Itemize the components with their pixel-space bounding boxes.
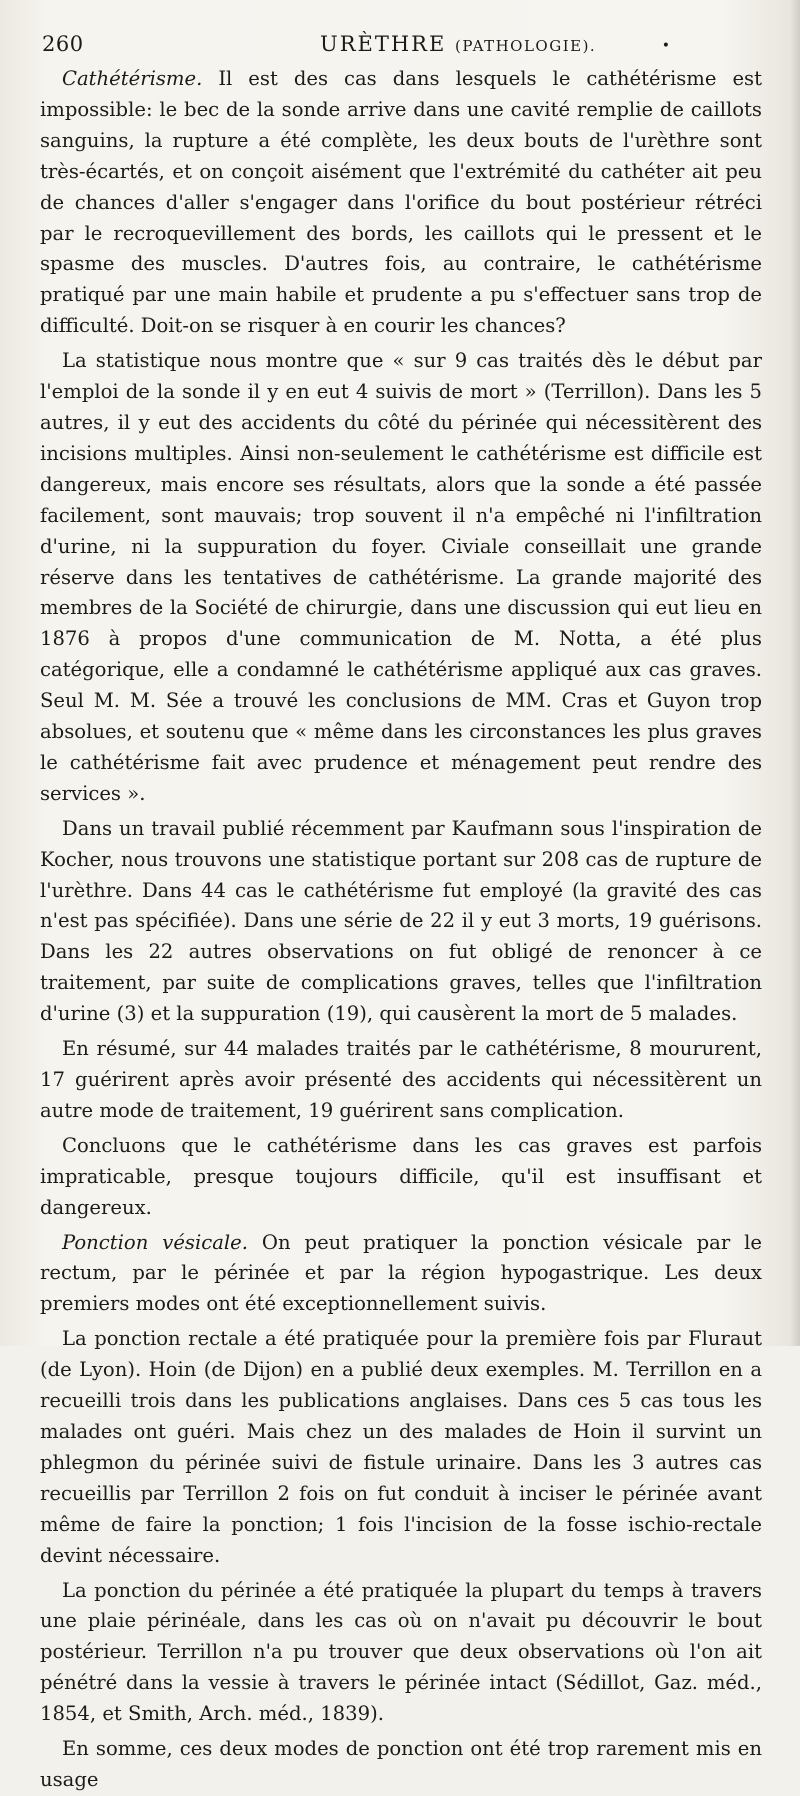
paragraph-text: Il est des cas dans lesquels le cathétérisme est impossible: le bec de la sonde arrive dans une cavité remplie de caillots sanguins, la rupture a été complète, les deux bouts de l'urèthre sont très-écartés, et on conçoit aisément que l'extrémité du cathéter ait peu de chances d'aller s'engager dans l'orifice du bout postérieur rétréci par le recroquevillement des bords, les caillots qui le pressent et le spasme des muscles. D'autres fois, au contraire, le cathétérisme pratiqué par une main habile et prudente a pu s'effectuer sans trop de difficulté. Doit-on se risquer à en courir les chances?	[40, 67, 762, 338]
running-title-sub: (PATHOLOGIE).	[455, 37, 597, 55]
paragraph-text: On peut pratiquer la ponction vésicale par le rectum, par le périnée et par la région hypogastrique. Les deux premiers modes ont été exceptionnellement suivis.	[40, 1230, 762, 1316]
paragraph-text: En résumé, sur 44 malades traités par le cathétérisme, 8 moururent, 17 guérirent après avoir présenté des accidents qui nécessitèrent un autre mode de traitement, 19 guérirent sans complication.	[40, 1037, 762, 1122]
paragraph-conclusion	[40, 1131, 762, 1224]
running-head	[40, 30, 762, 62]
paragraph-ponction-perinee	[40, 1576, 762, 1731]
page-number: 260	[42, 32, 84, 56]
paragraph-ponction-rectale	[40, 1324, 762, 1571]
page-edge-shadow	[790, 0, 800, 1346]
paragraph-ponction-vesicale	[40, 1228, 762, 1321]
paragraph-text: La statistique nous montre que « sur 9 cas traités dès le début par l'emploi de la sonde il y en eut 4 suivis de mort » (Terrillon). Dans les 5 autres, il y eut des accidents du côté du périnée qui nécessitèrent des incisions multiples. Ainsi non-seulement le cathétérisme est difficile est dangereux, mais encore ses résultats, alors que la sonde a été passée facilement, sont mauvais; trop souvent il n'a empêché ni l'infiltration d'urine, ni la suppuration du foyer. Civiale conseillait une grande réserve dans les tentatives de cathétérisme. La grande majorité des membres de la Société de chirurgie, dans une discussion qui eut lieu en 1876 à propos d'une communication de M. Notta, a été plus catégorique, elle a condamné le cathétérisme appliqué aux cas graves. Seul M. M. Sée a trouvé les conclusions de MM. Cras et Guyon trop absolues, et soutenu que « même dans les circonstances les plus graves le cathétérisme fait avec prudence et ménagement peut rendre des services ».	[40, 349, 762, 805]
paragraph-text: Concluons que le cathétérisme dans les cas graves est parfois impraticable, presque toujours difficile, qu'il est insuffisant et dangereux.	[40, 1133, 762, 1219]
paragraph-en-somme	[40, 1734, 762, 1796]
paragraph-text: La ponction rectale a été pratiquée pour la première fois par Fluraut (de Lyon). Hoin (de Dijon) en a publié deux exemples. M. Terrillon en a recueilli trois dans les publications anglaises. Dans ces 5 cas tous les malades ont guéri. Mais chez un des malades de Hoin il survint un phlegmon du périnée suivi de fistule urinaire. Dans les 3 autres cas recueillis par Terrillon 2 fois on fut conduit à inciser le périnée avant même de faire la ponction; 1 fois l'incision de la fosse ischio-rectale devint nécessaire.	[40, 1327, 762, 1567]
paragraph-statistique	[40, 346, 762, 810]
paragraph-text: Dans un travail publié récemment par Kaufmann sous l'inspiration de Kocher, nous trouvons une statistique portant sur 208 cas de rupture de l'urèthre. Dans 44 cas le cathétérisme fut employé (la gravité des cas n'est pas spécifiée). Dans une série de 22 il y eut 3 morts, 19 guérisons. Dans les 22 autres observations on fut obligé de renoncer à ce traitement, par suite de complications graves, telles que l'infiltration d'urine (3) et la suppuration (19), qui causèrent la mort de 5 malades.	[40, 816, 762, 1026]
running-title-main: URÈTHRE	[320, 32, 447, 56]
paragraph-text: La ponction du périnée a été pratiquée la plupart du temps à travers une plaie périnéale, dans les cas où on n'avait pu découvrir le bout postérieur. Terrillon n'a pu trouver que deux observations où l'on ait pénétré dans la vessie à travers le périnée intact (Sédillot, Gaz. méd., 1854, et Smith, Arch. méd., 1839).	[40, 1578, 762, 1726]
running-title	[320, 30, 596, 60]
paragraph-resume	[40, 1034, 762, 1127]
paragraph-catheterisme	[40, 64, 762, 342]
section-lead-ponction: Ponction vésicale.	[62, 1230, 248, 1254]
section-lead-catheterisme: Cathétérisme.	[62, 67, 203, 90]
paragraph-text: En somme, ces deux modes de ponction ont été trop rarement mis en usage	[40, 1737, 762, 1791]
printer-mark: •	[661, 38, 670, 54]
paragraph-kaufmann	[40, 814, 762, 1030]
body-text	[40, 64, 762, 1796]
